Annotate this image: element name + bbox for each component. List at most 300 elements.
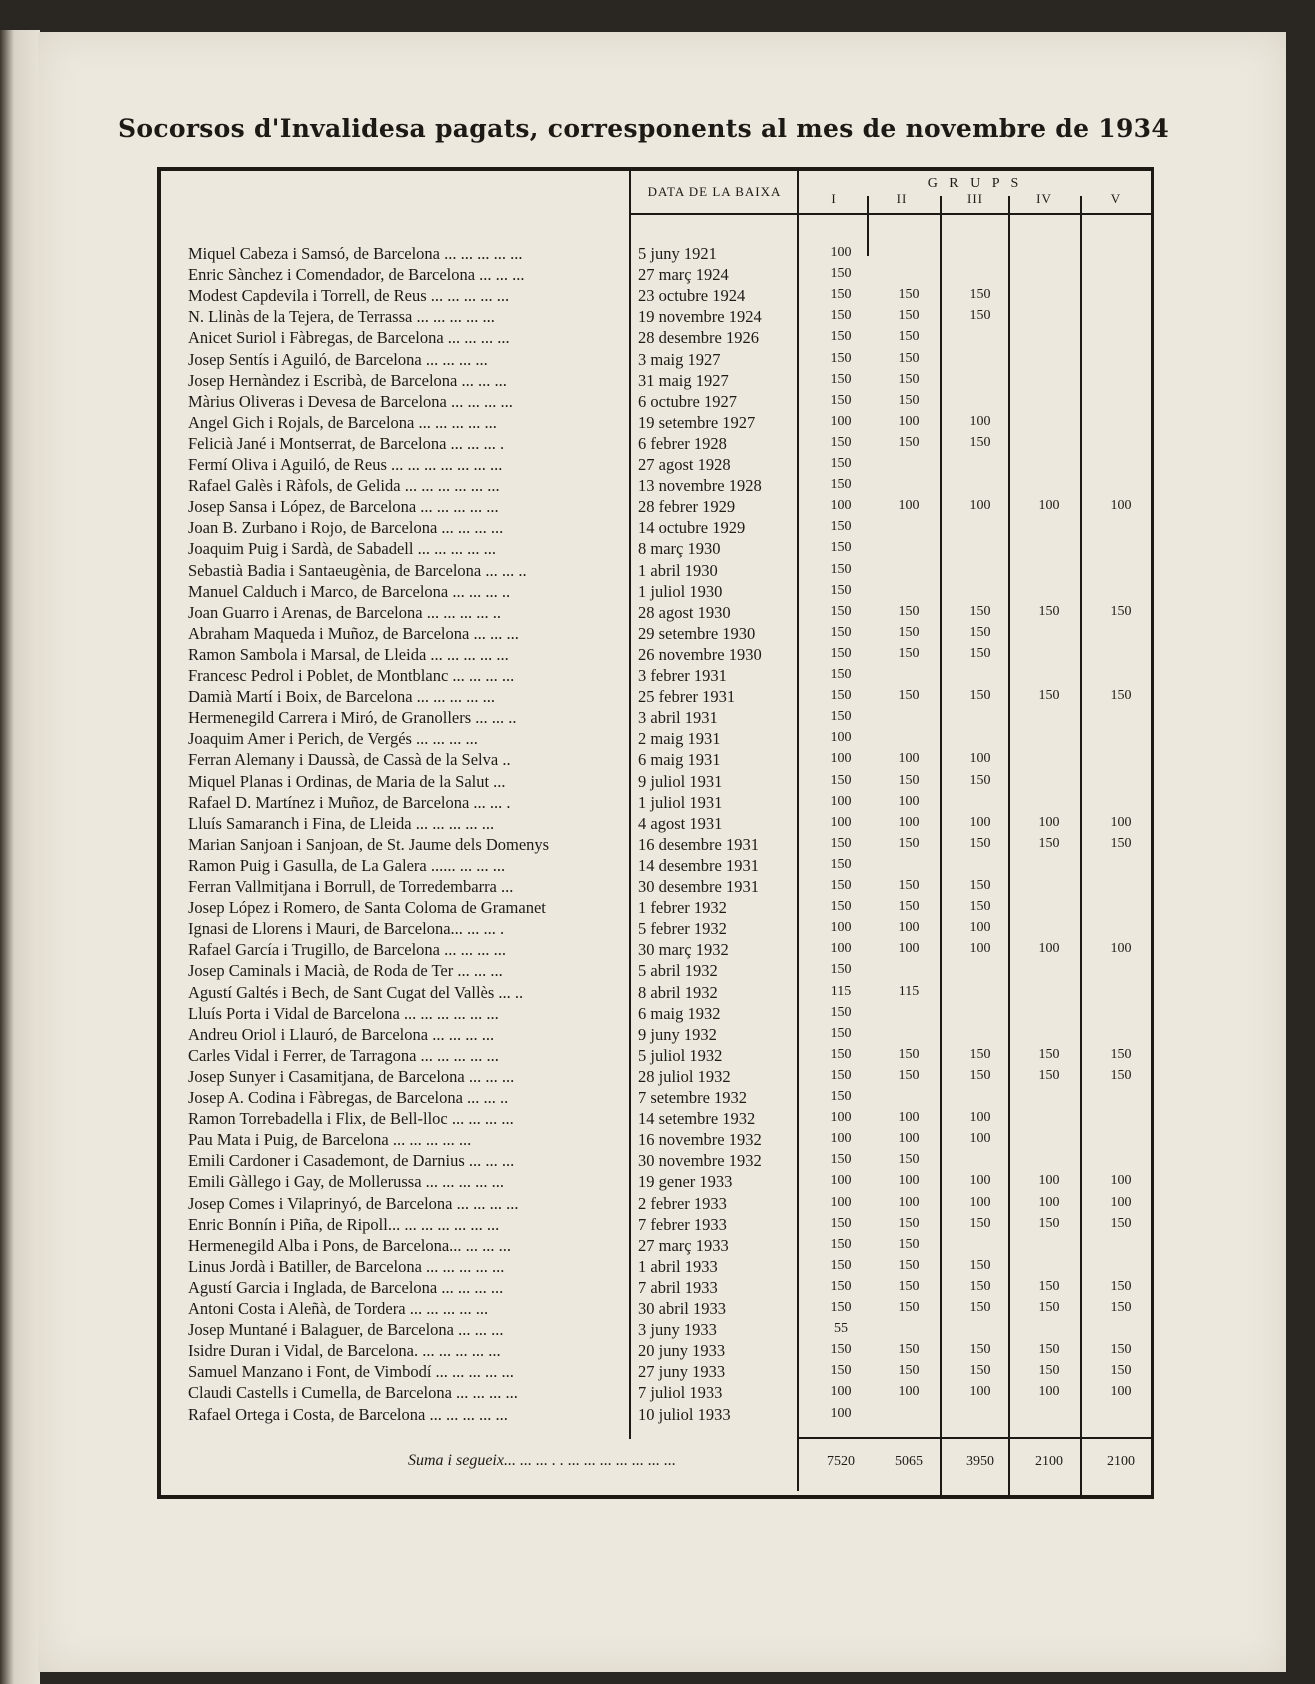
beneficiary-name: Ignasi de Llorens i Mauri, de Barcelona... ... ... . [188,919,505,939]
group-4-amount: 100 [1038,1384,1060,1400]
beneficiary-name: Marian Sanjoan i Sanjoan, de St. Jaume dels Domenys [188,834,550,854]
group-3-amount: 150 [969,1215,991,1231]
group-2-amount: 150 [898,1278,920,1294]
table-row [0,350,1315,371]
group-4-amount: 100 [1038,1173,1060,1189]
group-1-amount: 100 [830,1173,852,1189]
leave-date: 6 maig 1931 [638,750,721,770]
group-1-amount: 150 [830,1236,852,1252]
group-1-amount: 150 [830,1342,852,1358]
group-1-amount: 100 [830,751,852,767]
table-row [0,1236,1315,1257]
leave-date: 2 febrer 1933 [638,1193,727,1213]
beneficiary-name: Pau Mata i Puig, de Barcelona ... ... ... ... ... [188,1130,472,1150]
group-3-amount: 150 [969,645,991,661]
leave-date: 7 juliol 1933 [638,1383,723,1403]
group-1-amount: 150 [830,899,852,915]
group-2-amount: 150 [898,624,920,640]
group-1-amount: 150 [830,603,852,619]
group-2-amount: 150 [898,688,920,704]
beneficiary-name: Sebastià Badia i Santaeugènia, de Barcelona ... ... .. [188,560,527,580]
leave-date: 14 octubre 1929 [638,518,746,538]
leave-date: 16 novembre 1932 [638,1130,762,1150]
group-1-amount: 150 [830,645,852,661]
group-1-amount: 150 [830,456,852,471]
sum-value-group-2: 5065 [895,1454,923,1469]
table-row [0,244,1315,265]
table-row [0,371,1315,392]
group-1-amount: 100 [830,498,852,514]
table-row [0,750,1315,771]
group-1-amount: 150 [830,1363,852,1379]
group-2-amount: 150 [898,1152,920,1168]
table-row [0,476,1315,497]
beneficiary-name: Abraham Maqueda i Muñoz, de Barcelona ... ... ... [188,623,519,643]
leave-date: 29 setembre 1930 [638,623,756,643]
leave-date: 7 febrer 1933 [638,1214,727,1234]
beneficiary-name: Joan B. Zurbano i Rojo, de Barcelona ... ... ... ... [188,518,504,538]
group-2-amount: 100 [898,1173,920,1189]
beneficiary-name: Josep Muntané i Balaguer, de Barcelona ... ... ... [188,1320,504,1340]
group-2-amount: 150 [898,878,920,893]
beneficiary-name: Manuel Calduch i Marco, de Barcelona ... ... ... .. [188,581,511,601]
table-row [0,666,1315,687]
leave-date: 1 juliol 1930 [638,581,723,601]
beneficiary-name: Josep Sentís i Aguiló, de Barcelona ... ... ... ... [188,349,488,369]
leave-date: 28 juliol 1932 [638,1066,731,1086]
group-1-amount: 150 [830,1300,852,1315]
group-3-amount: 100 [969,498,991,514]
group-1-amount: 100 [830,793,852,809]
group-3-amount: 100 [969,1110,991,1126]
group-4-amount: 150 [1038,1342,1060,1358]
group-2-amount: 115 [898,983,920,999]
leave-date: 3 abril 1931 [638,708,718,728]
table-row [0,1278,1315,1299]
group-1-amount: 100 [830,941,852,957]
beneficiary-name: Màrius Oliveras i Devesa de Barcelona ... ... ... ... [188,391,513,411]
table-row [0,1257,1315,1278]
group-2-amount: 150 [898,1342,920,1358]
leave-date: 1 abril 1930 [638,560,718,580]
table-row [0,455,1315,476]
beneficiary-name: Andreu Oriol i Llauró, de Barcelona ... ... ... ... [188,1024,495,1044]
table-row [0,814,1315,835]
group-5-amount: 100 [1110,941,1132,957]
sum-value-group-4: 2100 [1035,1454,1063,1469]
group-1-amount: 100 [830,920,852,936]
leave-date: 16 desembre 1931 [638,834,759,854]
sum-value-group-1: 7520 [827,1454,855,1469]
group-1-amount: 150 [830,1152,852,1168]
beneficiary-name: Miquel Planas i Ordinas, de Maria de la Salut ... [188,771,506,791]
leave-date: 19 gener 1933 [638,1172,733,1192]
table-row [0,624,1315,645]
leave-date: 13 novembre 1928 [638,476,762,496]
beneficiary-name: Josep López i Romero, de Santa Coloma de Gramanet [188,898,546,918]
group-3-amount: 150 [969,1046,991,1062]
group-3-amount: 100 [969,1384,991,1400]
leave-date: 19 novembre 1924 [638,307,762,327]
beneficiary-name: Francesc Pedrol i Poblet, de Montblanc ... ... ... ... [188,666,515,685]
group-1-amount: 150 [830,519,852,535]
leave-date: 5 juliol 1932 [638,1045,723,1065]
table-row [0,582,1315,603]
beneficiary-name: Miquel Cabeza i Samsó, de Barcelona ... ... ... ... ... [188,244,523,263]
group-3-amount: 150 [969,899,991,915]
group-2-amount: 150 [898,350,920,366]
group-2-amount: 150 [898,899,920,915]
group-1-amount: 100 [830,1131,852,1147]
leave-date: 8 març 1930 [638,539,721,559]
leave-date: 4 agost 1931 [638,813,723,833]
group-2-amount: 100 [898,793,920,809]
group-2-amount: 100 [898,814,920,830]
group-1-amount: 100 [830,814,852,830]
leave-date: 25 febrer 1931 [638,687,736,707]
leave-date: 3 juny 1933 [638,1320,717,1340]
table-row [0,286,1315,307]
group-3-amount: 150 [969,688,991,704]
group-3-amount: 150 [969,624,991,640]
beneficiary-name: Antoni Costa i Aleñà, de Tordera ... ... ... ... ... [188,1299,489,1318]
beneficiary-name: Lluís Samaranch i Fina, de Lleida ... ... ... ... ... [188,813,495,833]
leave-date: 28 agost 1930 [638,602,731,622]
beneficiary-name: Agustí Galtés i Bech, de Sant Cugat del Vallès ... .. [188,982,524,1002]
table-row [0,603,1315,624]
group-1-amount: 150 [830,856,852,872]
leave-date: 5 juny 1921 [638,244,717,263]
beneficiary-name: Angel Gich i Rojals, de Barcelona ... ... ... ... ... [188,412,497,432]
beneficiary-name: Josep Hernàndez i Escribà, de Barcelona ... ... ... [188,370,507,390]
table-row [0,307,1315,328]
beneficiary-name: Enric Bonnín i Piña, de Ripoll... ... ... ... ... ... ... [188,1214,500,1234]
group-4-amount: 150 [1038,1300,1060,1315]
group-2-amount: 100 [898,498,920,514]
beneficiary-name: Ramon Puig i Gasulla, de La Galera ...... ... ... ... [188,855,506,875]
group-2-amount: 150 [898,287,920,303]
group-3-amount: 100 [969,1194,991,1210]
group-2-amount: 150 [898,1236,920,1252]
group-1-amount: 150 [830,1257,852,1273]
group-5-amount: 150 [1110,1342,1132,1358]
group-1-amount: 100 [830,245,852,260]
group-3-amount: 100 [969,941,991,957]
group-2-amount: 100 [898,1194,920,1210]
beneficiary-name: Ramon Torrebadella i Flix, de Bell-lloc ... ... ... ... [188,1109,514,1129]
beneficiary-name: Ramon Sambola i Marsal, de Lleida ... ... ... ... ... [188,644,509,664]
leave-date: 30 abril 1933 [638,1299,726,1318]
group-1-amount: 150 [830,287,852,303]
leave-date: 27 agost 1928 [638,455,731,474]
leave-date: 14 desembre 1931 [638,855,759,875]
group-5-amount: 100 [1110,1194,1132,1210]
group-2-amount: 150 [898,1300,920,1315]
beneficiary-name: Fermí Oliva i Aguiló, de Reus ... ... ... ... ... ... ... [188,455,503,474]
group-4-amount: 100 [1038,498,1060,514]
beneficiary-name: Emili Cardoner i Casademont, de Darnius ... ... ... [188,1151,515,1171]
group-1-amount: 150 [830,434,852,450]
leave-date: 6 febrer 1928 [638,433,727,453]
table-row [0,1194,1315,1215]
leave-date: 10 juliol 1933 [638,1404,731,1424]
group-2-amount: 150 [898,329,920,345]
group-1-amount: 150 [830,392,852,408]
header-group-5: V [1110,191,1122,206]
group-2-amount: 150 [898,1215,920,1231]
group-3-amount: 100 [969,413,991,429]
group-3-amount: 150 [969,1257,991,1273]
group-5-amount: 150 [1110,1363,1132,1379]
table-row [0,877,1315,898]
leave-date: 8 abril 1932 [638,982,718,1002]
leave-date: 2 maig 1931 [638,729,721,749]
leave-date: 3 febrer 1931 [638,666,727,685]
table-row [0,1046,1315,1067]
table-row [0,328,1315,349]
table-row [0,434,1315,455]
group-2-amount: 150 [898,392,920,408]
group-1-amount: 150 [830,350,852,366]
table-row [0,708,1315,729]
group-5-amount: 150 [1110,835,1132,851]
group-1-amount: 150 [830,371,852,387]
table-row [0,392,1315,413]
group-3-amount: 100 [969,814,991,830]
group-1-amount: 150 [830,266,852,282]
group-5-amount: 100 [1110,1384,1132,1400]
group-5-amount: 150 [1110,1278,1132,1294]
table-row [0,919,1315,940]
group-2-amount: 150 [898,1067,920,1083]
group-1-amount: 150 [830,1067,852,1083]
table-row [0,1299,1315,1320]
leave-date: 5 febrer 1932 [638,919,727,939]
beneficiary-name: Rafael D. Martínez i Muñoz, de Barcelona ... ... . [188,792,511,812]
group-5-amount: 100 [1110,1173,1132,1189]
table-row [0,729,1315,750]
beneficiary-name: Ferran Alemany i Daussà, de Cassà de la Selva .. [188,750,511,770]
beneficiary-name: Agustí Garcia i Inglada, de Barcelona ... ... ... ... [188,1277,504,1297]
header-group-2: II [896,191,908,206]
table-row [0,983,1315,1004]
table-row [0,898,1315,919]
header-date: DATA DE LA BAIXA [647,184,782,199]
group-4-amount: 100 [1038,814,1060,830]
group-2-amount: 150 [898,434,920,450]
leave-date: 19 setembre 1927 [638,412,756,432]
group-2-amount: 100 [898,413,920,429]
leave-date: 30 març 1932 [638,940,729,960]
group-1-amount: 150 [830,582,852,598]
table-row [0,1130,1315,1151]
group-1-amount: 150 [830,1025,852,1041]
beneficiary-name: Josep Comes i Vilaprinyó, de Barcelona ... ... ... ... [188,1193,519,1213]
beneficiary-name: Ferran Vallmitjana i Borrull, de Torredembarra ... [188,877,514,896]
leave-date: 31 maig 1927 [638,370,729,390]
table-row [0,772,1315,793]
leave-date: 30 novembre 1932 [638,1151,762,1171]
beneficiary-name: Josep A. Codina i Fàbregas, de Barcelona ... ... .. [188,1088,509,1107]
group-1-amount: 150 [830,624,852,640]
group-2-amount: 150 [898,645,920,661]
leave-date: 28 desembre 1926 [638,328,759,348]
group-4-amount: 150 [1038,1046,1060,1062]
group-5-amount: 150 [1110,1215,1132,1231]
table-row [0,961,1315,982]
leave-date: 23 octubre 1924 [638,286,746,306]
group-3-amount: 100 [969,751,991,767]
sum-value-group-3: 3950 [966,1454,994,1469]
group-1-amount: 150 [830,1004,852,1020]
group-3-amount: 100 [969,1131,991,1147]
group-1-amount: 150 [830,540,852,556]
group-1-amount: 150 [830,878,852,893]
beneficiary-name: Rafael Galès i Ràfols, de Gelida ... ... ... ... ... ... [188,476,500,496]
beneficiary-name: Enric Sànchez i Comendador, de Barcelona ... ... ... [188,265,525,285]
page-title: Socorsos d'Invalidesa pagats, corresponents al mes de novembre de 1934 [118,114,1170,143]
group-1-amount: 150 [830,688,852,704]
group-5-amount: 150 [1110,603,1132,619]
leave-date: 7 abril 1933 [638,1277,718,1297]
group-2-amount: 100 [898,751,920,767]
group-1-amount: 150 [830,477,852,493]
group-3-amount: 150 [969,434,991,450]
group-2-amount: 150 [898,603,920,619]
beneficiary-name: Modest Capdevila i Torrell, de Reus ... ... ... ... ... [188,286,510,306]
leave-date: 6 maig 1932 [638,1003,721,1023]
beneficiary-name: Joaquim Puig i Sardà, de Sabadell ... ... ... ... ... [188,539,496,559]
sum-value-group-5: 2100 [1107,1454,1135,1469]
group-2-amount: 100 [898,1110,920,1126]
group-1-amount: 150 [830,667,852,682]
group-1-amount: 100 [830,413,852,429]
beneficiary-name: Claudi Castells i Cumella, de Barcelona ... ... ... ... [188,1383,518,1403]
table-row [0,1067,1315,1088]
group-1-amount: 150 [830,1278,852,1294]
rule-sum-top [797,1437,1151,1439]
group-4-amount: 150 [1038,603,1060,619]
table-row [0,1383,1315,1404]
group-5-amount: 100 [1110,814,1132,830]
table-row [0,1362,1315,1383]
table-row [0,645,1315,666]
table-row [0,835,1315,856]
group-4-amount: 100 [1038,1194,1060,1210]
beneficiary-name: Carles Vidal i Ferrer, de Tarragona ... ... ... ... ... [188,1045,499,1065]
table-row [0,687,1315,708]
group-3-amount: 150 [969,308,991,324]
beneficiary-name: Josep Caminals i Macià, de Roda de Ter ... ... ... [188,961,503,981]
group-2-amount: 100 [898,1384,920,1400]
group-1-amount: 100 [830,1110,852,1126]
group-4-amount: 150 [1038,1215,1060,1231]
leave-date: 3 maig 1927 [638,349,721,369]
group-1-amount: 150 [830,962,852,978]
group-1-amount: 150 [830,772,852,788]
beneficiary-name: Rafael Ortega i Costa, de Barcelona ... ... ... ... ... [188,1404,508,1424]
leave-date: 9 juliol 1931 [638,771,723,791]
table-row [0,940,1315,961]
beneficiary-name: Joaquim Amer i Perich, de Vergés ... ... ... ... [188,729,478,749]
group-2-amount: 150 [898,1046,920,1062]
group-5-amount: 150 [1110,1067,1132,1083]
table-row [0,1088,1315,1109]
group-3-amount: 100 [969,1173,991,1189]
table-row [0,1025,1315,1046]
group-1-amount: 150 [830,1046,852,1062]
table-row [0,1405,1315,1426]
leave-date: 27 març 1933 [638,1235,729,1255]
group-4-amount: 150 [1038,688,1060,704]
table-row [0,1320,1315,1341]
header-group-4: IV [1036,191,1052,206]
group-2-amount: 150 [898,1363,920,1379]
table-row [0,539,1315,560]
group-1-amount: 100 [830,1405,852,1421]
group-3-amount: 150 [969,835,991,851]
table-row [0,1215,1315,1236]
group-1-amount: 55 [834,1321,848,1337]
beneficiary-name: Anicet Suriol i Fàbregas, de Barcelona ... ... ... ... [188,328,510,348]
group-2-amount: 100 [898,941,920,957]
group-1-amount: 100 [830,1384,852,1400]
leave-date: 27 març 1924 [638,265,729,285]
sum-label: Suma i segueix... ... ... . . ... ... ... ... ... ... ... [408,1452,676,1469]
leave-date: 1 juliol 1931 [638,792,723,812]
group-3-amount: 150 [969,1342,991,1358]
beneficiary-name: Joan Guarro i Arenas, de Barcelona ... ... ... ... .. [188,602,501,622]
beneficiary-name: Josep Sunyer i Casamitjana, de Barcelona ... ... ... [188,1066,515,1086]
leave-date: 7 setembre 1932 [638,1088,748,1107]
group-1-amount: 150 [830,835,852,851]
group-3-amount: 150 [969,1300,991,1315]
leave-date: 1 febrer 1932 [638,898,727,918]
group-5-amount: 100 [1110,498,1132,514]
beneficiary-name: Hermenegild Alba i Pons, de Barcelona... ... ... ... [188,1235,512,1255]
leave-date: 5 abril 1932 [638,961,718,981]
beneficiary-name: Hermenegild Carrera i Miró, de Granollers ... ... .. [188,708,517,728]
group-2-amount: 100 [898,920,920,936]
table-row [0,265,1315,286]
group-2-amount: 150 [898,1257,920,1273]
group-1-amount: 150 [830,1089,852,1104]
group-2-amount: 150 [898,835,920,851]
rule-header-bottom [629,213,1151,215]
group-1-amount: 150 [830,561,852,577]
group-3-amount: 150 [969,603,991,619]
leave-date: 27 juny 1933 [638,1362,726,1382]
group-4-amount: 150 [1038,835,1060,851]
group-5-amount: 150 [1110,1046,1132,1062]
group-1-amount: 100 [830,730,852,746]
table-row [0,1151,1315,1172]
leave-date: 6 octubre 1927 [638,391,737,411]
group-4-amount: 150 [1038,1067,1060,1083]
leave-date: 14 setembre 1932 [638,1109,756,1129]
table-row [0,793,1315,814]
leave-date: 9 juny 1932 [638,1024,717,1044]
leave-date: 26 novembre 1930 [638,644,762,664]
group-5-amount: 150 [1110,1300,1132,1315]
group-3-amount: 150 [969,1067,991,1083]
group-1-amount: 150 [830,329,852,345]
group-1-amount: 100 [830,1194,852,1210]
beneficiary-name: Lluís Porta i Vidal de Barcelona ... ... ... ... ... ... [188,1003,499,1023]
beneficiary-name: Emili Gàllego i Gay, de Mollerussa ... ... ... ... ... [188,1172,505,1192]
beneficiary-name: N. Llinàs de la Tejera, de Terrassa ... ... ... ... ... [188,307,495,327]
leave-date: 30 desembre 1931 [638,877,759,896]
